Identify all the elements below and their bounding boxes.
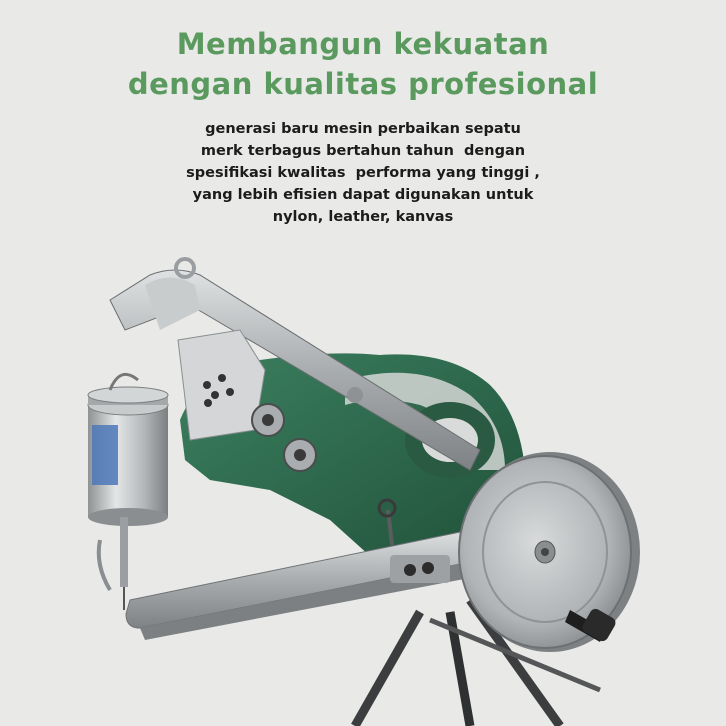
- lower-arm: [126, 530, 485, 640]
- shuttle-cylinder: [88, 374, 168, 526]
- headline-line-2: dengan kualitas profesional: [127, 67, 599, 101]
- description-line-4: yang lebih efisien dapat digunakan untuk: [192, 187, 534, 203]
- needle-bar: [99, 517, 128, 610]
- description-line-1: generasi baru mesin perbaikan sepatu: [205, 121, 521, 137]
- description-line-3: spesifikasi kwalitas performa yang tinggi ,: [186, 165, 540, 181]
- description-line-5: nylon, leather, kanvas: [272, 209, 454, 225]
- headline-line-1: Membangun kekuatan: [176, 27, 550, 61]
- description-line-2: merk terbagus bertahun tahun dengan: [200, 143, 526, 159]
